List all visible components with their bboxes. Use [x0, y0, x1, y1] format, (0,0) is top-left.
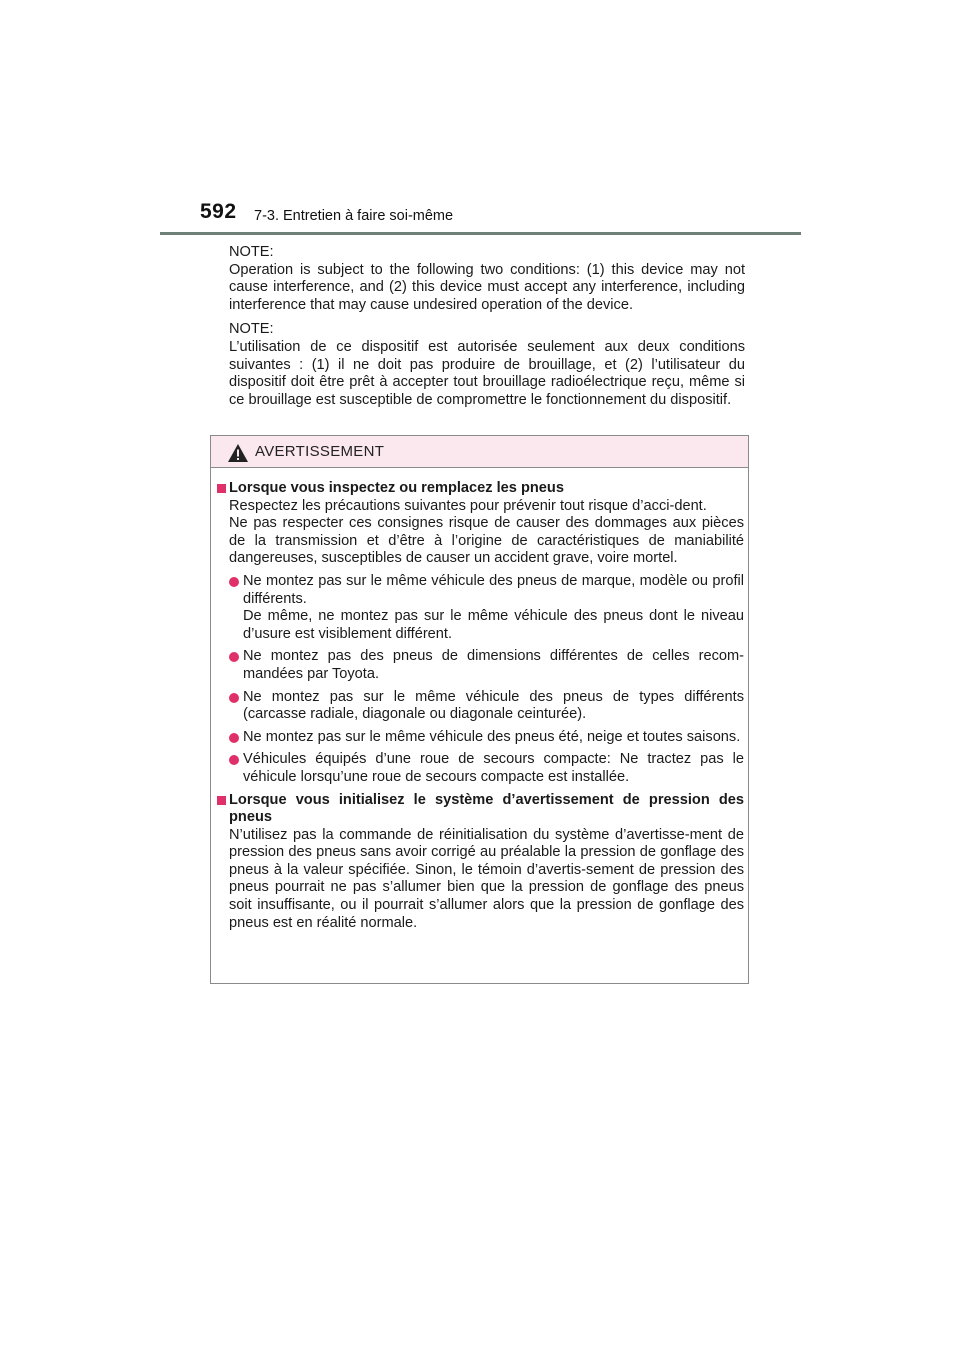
note-text: L’utilisation de ce dispositif est autorisée seulement aux deux conditions suivantes : (1) il ne doit pas produire de brouillage, et (2) l’utilisateur du dispositif doit être prêt à accepter tout brouillage radioélectrique reçu, même si ce brouillage est susceptible de compromettre le fonctionnement du dispositif.: [229, 338, 745, 408]
section-paragraph: N’utilisez pas la commande de réinitialisation du système d’avertisse-ment de pression des pneus sans avoir corrigé au préalable la pression de gonflage des pneus à la valeur spécifiée. Sinon, le témoin d’avertis-sement de pression des pneus pourrait ne pas s’allumer bien que la pression de gonflage des pneus soit insuffisante, ou il pourrait s’allumer alors que la pression de gonflage des pneus est en réalité normale.: [229, 826, 744, 931]
note-label: NOTE:: [229, 321, 274, 338]
round-bullet-icon: [229, 693, 239, 703]
page-number: 592: [200, 200, 237, 223]
section-paragraph: Ne pas respecter ces consignes risque de causer des dommages aux pièces de la transmission et d’être à l’origine de caractéristiques de maniabilité dangereuses, susceptibles de causer un accident grave, voire mortel.: [229, 515, 744, 567]
list-item: Ne montez pas sur le même véhicule des pneus été, neige et toutes saisons.: [217, 729, 744, 747]
square-bullet-icon: [217, 796, 226, 805]
section-paragraph: Respectez les précautions suivantes pour prévenir tout risque d’acci-dent.: [229, 497, 707, 514]
header-rule: [160, 232, 801, 235]
round-bullet-icon: [229, 733, 239, 743]
note-english: [229, 244, 745, 314]
round-bullet-icon: [229, 755, 239, 765]
section-heading: Lorsque vous initialisez le système d’avertissement de pression des pneus: [217, 792, 744, 827]
warning-header: [211, 436, 748, 468]
round-bullet-icon: [229, 577, 239, 587]
list-item: Ne montez pas des pneus de dimensions différentes de celles recom-mandées par Toyota.: [217, 648, 744, 683]
note-text: Operation is subject to the following two conditions: (1) this device may not cause interference, and (2) this device must accept any interference, including interference that may cause undesired operation of the device.: [229, 261, 745, 313]
warning-body: [217, 480, 744, 937]
warning-box: [210, 435, 749, 984]
round-bullet-icon: [229, 652, 239, 662]
note-french: [229, 321, 745, 409]
warning-title: AVERTISSEMENT: [255, 443, 385, 460]
note-label: NOTE:: [229, 244, 274, 260]
section-heading: Lorsque vous inspectez ou remplacez les pneus: [217, 480, 744, 498]
intro-notes: [229, 244, 745, 416]
section-title: 7-3. Entretien à faire soi-même: [254, 208, 454, 224]
list-item: Ne montez pas sur le même véhicule des pneus de marque, modèle ou profil différents. De même, ne montez pas sur le même véhicule des pneus dont le niveau d’usure est visiblement différent.: [217, 573, 744, 643]
square-bullet-icon: [217, 484, 226, 493]
list-item: Véhicules équipés d’une roue de secours compacte: Ne tractez pas le véhicule lorsqu’une roue de secours compacte est installée.: [217, 751, 744, 786]
list-item: Ne montez pas sur le même véhicule des pneus de types différents (carcasse radiale, diagonale ou diagonale ceinturée).: [217, 689, 744, 724]
warning-triangle-icon: [227, 443, 249, 463]
